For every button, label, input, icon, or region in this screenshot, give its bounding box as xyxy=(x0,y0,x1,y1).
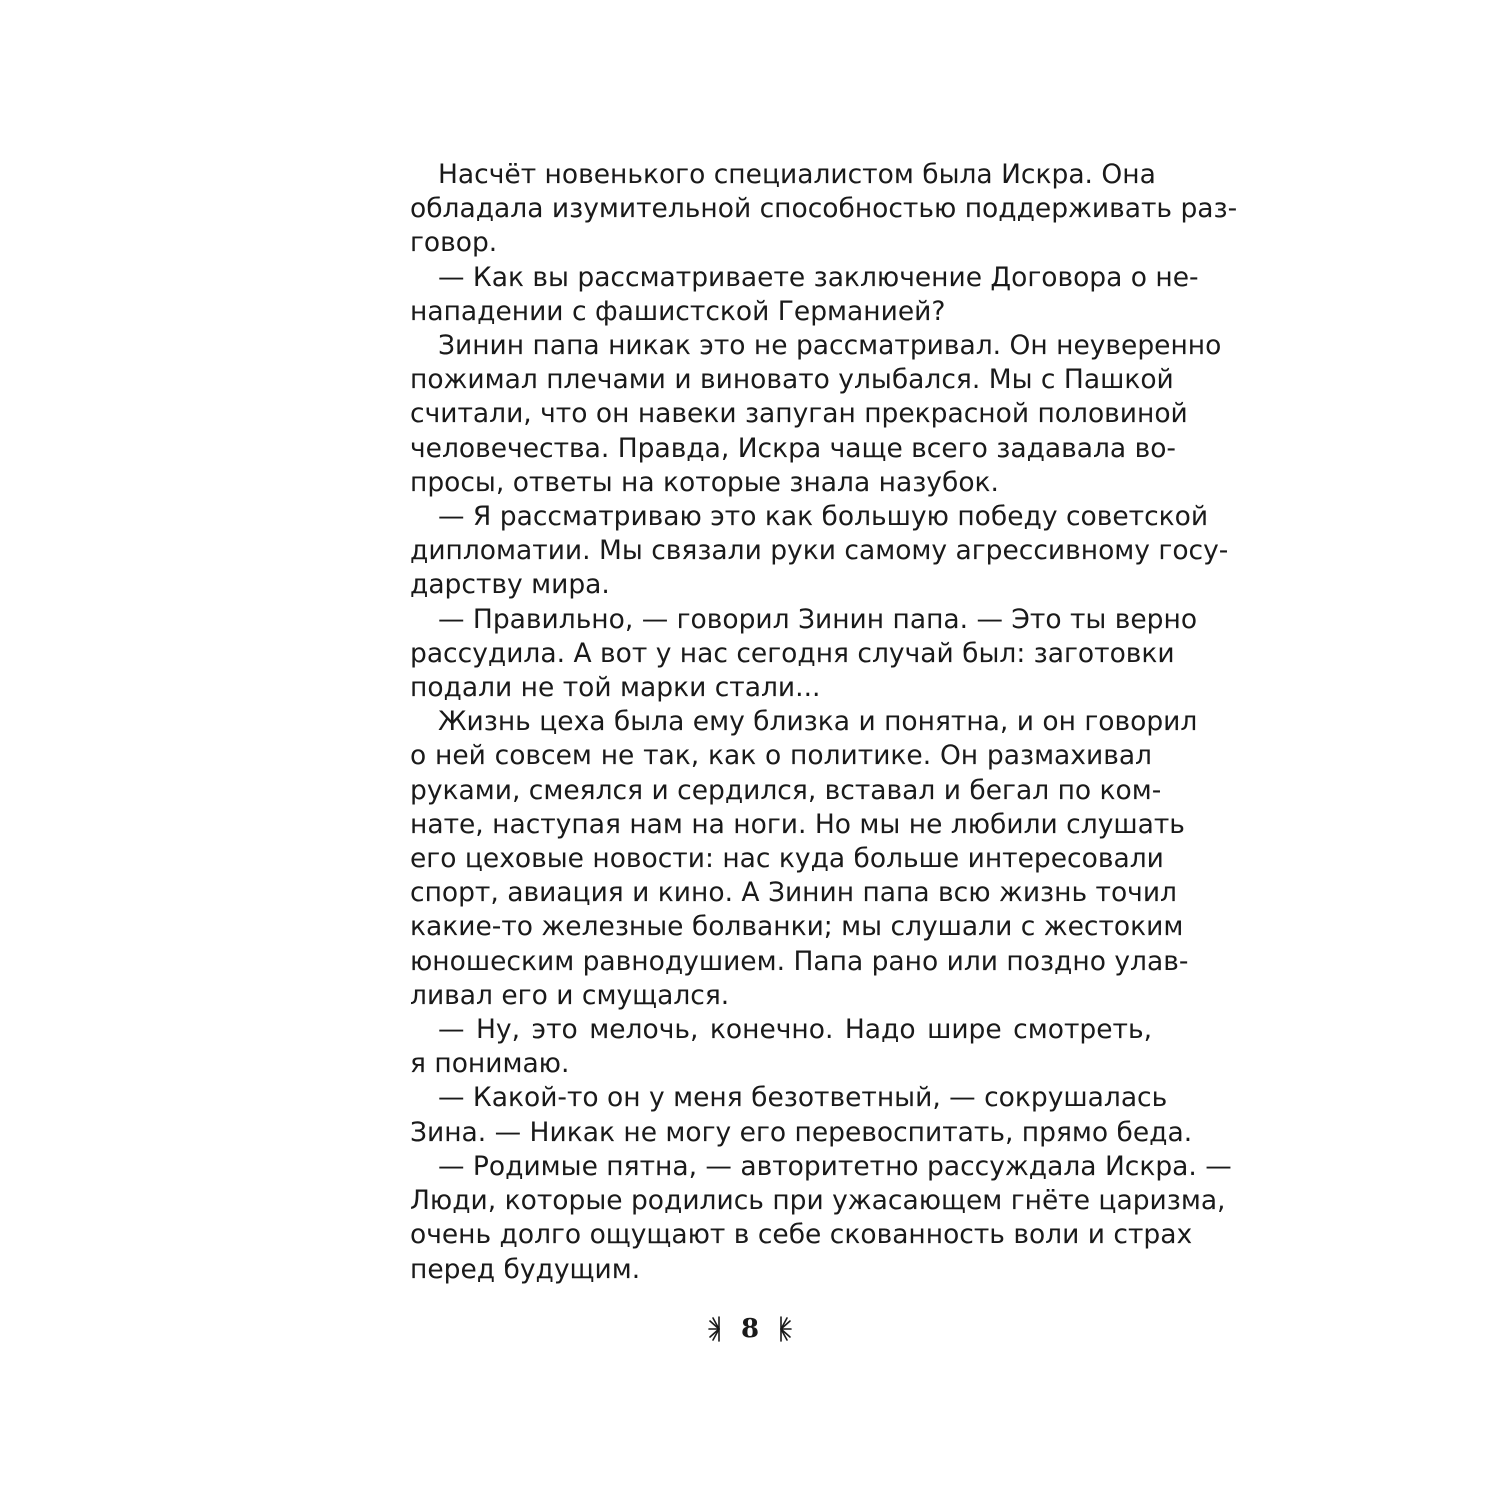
text-line: Люди, которые родились при ужасающем гнёте царизма, xyxy=(410,1185,1226,1217)
text-line: ливал его и смущался. xyxy=(410,979,730,1011)
text-line: перед будущим. xyxy=(410,1253,641,1285)
text-line: человечества. Правда, Искра чаще всего задавала во- xyxy=(410,432,1176,464)
text-line: Насчёт новенького специалистом была Искра. Она xyxy=(438,159,1156,190)
text-line: Зина. — Никак не могу его перевоспитать, прямо беда. xyxy=(410,1116,1193,1148)
text-line: очень долго ощущают в себе скованность воли и страх xyxy=(410,1219,1193,1251)
text-line: Зинин папа никак это не рассматривал. Он неуверенно xyxy=(438,330,1222,362)
text-line: Жизнь цеха была ему близка и понятна, и он говорил xyxy=(438,706,1198,738)
text-line: руками, смеялся и сердился, вставал и бегал по ком- xyxy=(410,774,1162,806)
text-line: — Как вы рассматриваете заключение Договора о не- xyxy=(438,261,1199,293)
text-line: — Какой-то он у меня безответный, — сокрушалась xyxy=(438,1082,1168,1114)
text-line: — Родимые пятна, — авторитетно рассуждала Искра. — xyxy=(438,1150,1232,1182)
text-line: — Я рассматриваю это как большую победу советской xyxy=(438,501,1209,533)
text-line: считали, что он навеки запуган прекрасной половиной xyxy=(410,398,1188,430)
text-line: говор. xyxy=(410,227,498,259)
page-footer xyxy=(0,1314,1500,1344)
text-line: спорт, авиация и кино. А Зинин папа всю жизнь точил xyxy=(410,877,1177,909)
page-body-text xyxy=(410,158,1238,1287)
text-line: обладала изумительной способностью поддерживать раз- xyxy=(410,193,1238,225)
starburst-right-ornament-icon xyxy=(777,1315,793,1343)
text-line: просы, ответы на которые знала назубок. xyxy=(410,466,999,498)
text-line: юношеским равнодушием. Папа рано или поздно улав- xyxy=(410,945,1189,977)
text-line: подали не той марки стали... xyxy=(410,672,821,704)
text-line: о ней совсем не так, как о политике. Он размахивал xyxy=(410,740,1152,772)
starburst-left-ornament-icon xyxy=(707,1315,723,1343)
text-line: — Правильно, — говорил Зинин папа. — Это ты верно xyxy=(438,603,1198,635)
text-line: какие-то железные болванки; мы слушали с жестоким xyxy=(410,911,1184,943)
text-line: нате, наступая нам на ноги. Но мы не любили слушать xyxy=(410,808,1185,840)
page-number: 8 xyxy=(740,1314,760,1344)
text-line: пожимал плечами и виновато улыбался. Мы с Пашкой xyxy=(410,364,1174,396)
text-line: дарству мира. xyxy=(410,569,610,601)
text-line: нападении с фашистской Германией? xyxy=(410,295,946,327)
text-line: — Ну, это мелочь, конечно. Надо шире смотреть, xyxy=(438,1014,1152,1046)
text-line: я понимаю. xyxy=(410,1048,570,1080)
text-line: его цеховые новости: нас куда больше интересовали xyxy=(410,843,1164,875)
text-line: дипломатии. Мы связали руки самому агрессивному госу- xyxy=(410,535,1229,567)
text-line: рассудила. А вот у нас сегодня случай был: заготовки xyxy=(410,637,1175,669)
